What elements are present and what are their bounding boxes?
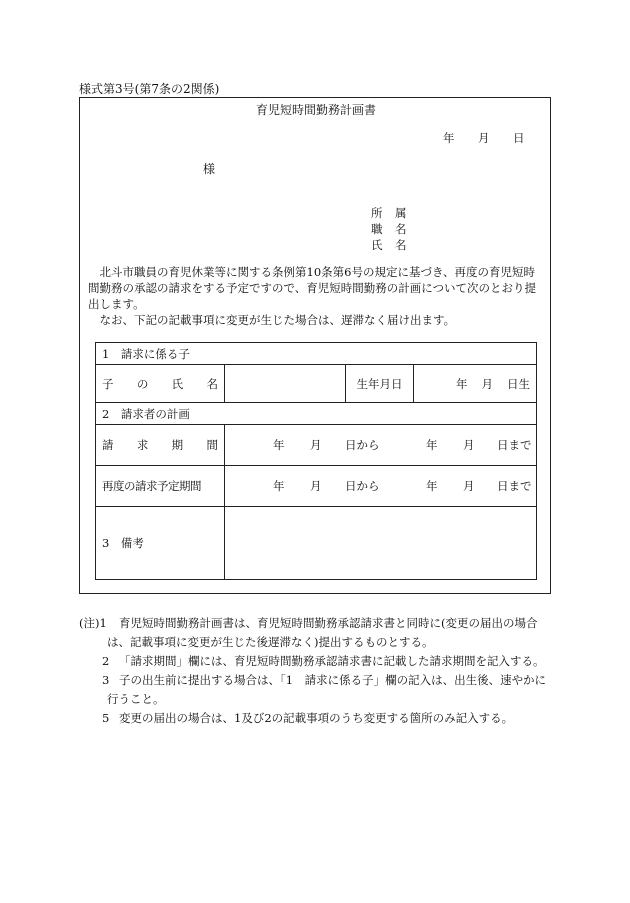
period-from-year: 年 [273, 438, 285, 452]
section-2-header: 2 請求者の計画 [96, 403, 537, 425]
position-label-2: 名 [395, 222, 407, 236]
remarks-field[interactable] [225, 507, 537, 580]
period-from-day: 日から [345, 438, 380, 452]
repeat-to-month: 月 [463, 479, 475, 493]
affiliation-label-1: 所 [371, 206, 383, 220]
repeat-from-day: 日から [345, 479, 380, 493]
birth-month: 月 [481, 376, 493, 391]
position-label-1: 職 [371, 222, 383, 236]
birth-field[interactable] [414, 365, 537, 403]
form-frame [79, 97, 551, 594]
period-label-3: 期 [171, 438, 184, 452]
note-3-line-1: 子の出生前に提出する場合は、「1 請求に係る子」欄の記入は、出生後、速やかに [119, 673, 547, 687]
period-label [96, 425, 225, 466]
note-1-prefix: (注)1 [79, 616, 107, 630]
body-paragraph-2: なお、下記の記載事項に変更が生じた場合は、遅滞なく届け出ます。 [99, 313, 456, 327]
form-title: 育児短時間勤務計画書 [255, 103, 376, 117]
date-month: 月 [478, 131, 490, 145]
period-to-day: 日まで [497, 438, 532, 452]
period-label-2: 求 [136, 438, 149, 452]
child-name-label [96, 365, 225, 403]
birth-day: 日生 [507, 376, 530, 391]
date-day: 日 [513, 131, 525, 145]
body-paragraph-1: 北斗市職員の育児休業等に関する条例第10条第6号の規定に基づき、再度の育児短時間勤務の承認の請求をする予定ですので、育児短時間勤務の計画について次のとおり提出します。 [88, 265, 537, 311]
repeat-period-field[interactable] [225, 466, 537, 507]
child-name-label-1: 子 [102, 376, 114, 391]
note-1-line-2: は、記載事項に変更が生じた後遅滞なく)提出するものとする。 [107, 635, 434, 649]
child-name-label-4: 名 [206, 376, 218, 391]
child-name-label-3: 氏 [171, 376, 184, 391]
period-label-1: 請 [102, 438, 114, 452]
period-from-month: 月 [310, 438, 322, 452]
period-label-4: 間 [206, 438, 218, 452]
section-1-header: 1 請求に係る子 [96, 343, 537, 365]
name-label-1: 氏 [371, 238, 383, 252]
plan-table [95, 342, 537, 580]
remarks-label: 3 備考 [96, 507, 225, 580]
note-1-line-1: 育児短時間勤務計画書は、育児短時間勤務承認請求書と同時に(変更の届出の場合 [119, 616, 538, 630]
body-text [88, 264, 544, 328]
child-name-field[interactable] [225, 365, 346, 403]
repeat-from-year: 年 [273, 479, 285, 493]
repeat-period-label: 再度の請求予定期間 [96, 466, 225, 507]
child-name-label-2: の [136, 376, 149, 391]
period-to-month: 月 [463, 438, 475, 452]
note-2-prefix: 2 [102, 654, 110, 668]
note-5-prefix: 5 [102, 711, 110, 725]
form-label: 様式第3号(第7条の2関係) [79, 82, 220, 96]
repeat-to-day: 日まで [497, 479, 532, 493]
note-3-line-2: 行うこと。 [107, 692, 165, 706]
note-3-prefix: 3 [102, 673, 110, 687]
repeat-from-month: 月 [310, 479, 322, 493]
birth-year: 年 [456, 376, 468, 391]
note-2-line-1: 「請求期間」欄には、育児短時間勤務承認請求書に記載した請求期間を記入する。 [119, 654, 545, 668]
addressee-suffix: 様 [203, 162, 216, 176]
birth-label: 生年月日 [346, 365, 414, 403]
date-year: 年 [443, 131, 455, 145]
period-field[interactable] [225, 425, 537, 466]
repeat-to-year: 年 [426, 479, 438, 493]
note-5-line-1: 変更の届出の場合は、1及び2の記載事項のうち変更する箇所のみ記入する。 [119, 711, 514, 725]
period-to-year: 年 [426, 438, 438, 452]
name-label-2: 名 [395, 238, 407, 252]
affiliation-label-2: 属 [395, 206, 407, 220]
